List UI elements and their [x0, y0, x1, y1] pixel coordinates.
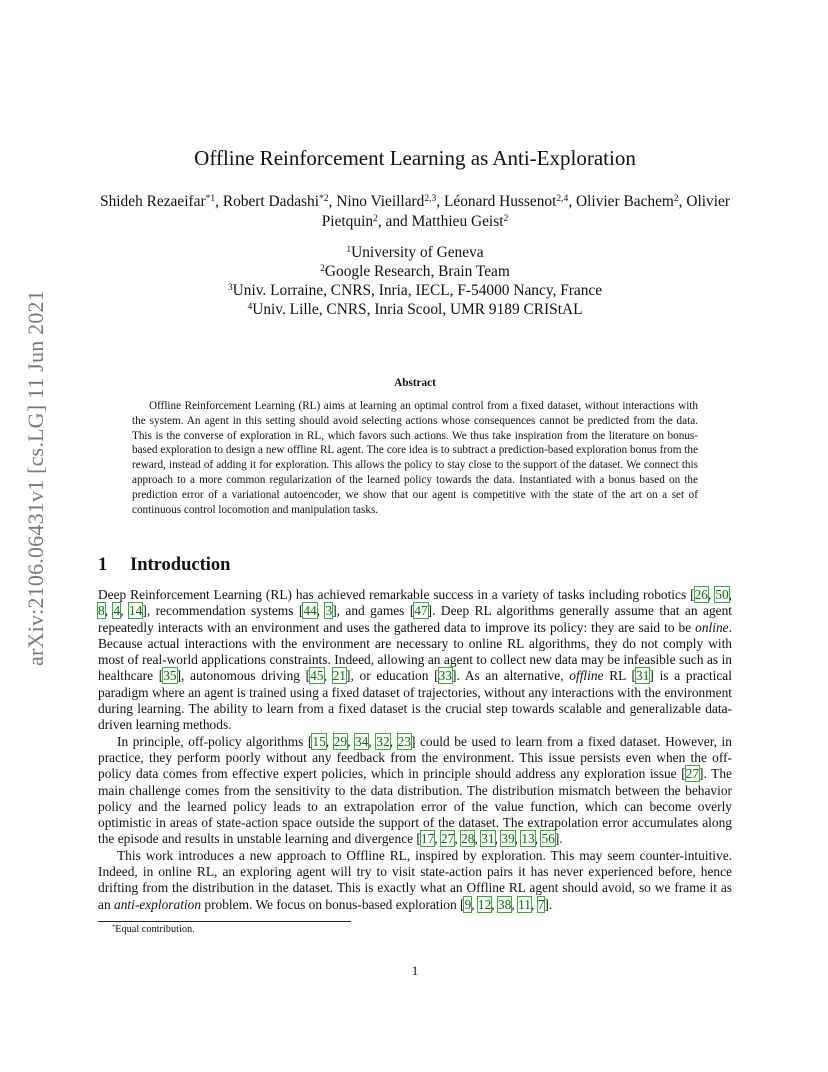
section-heading: [98, 555, 230, 576]
author-name: Léonard Hussenot: [443, 193, 557, 210]
citation-link[interactable]: 44: [303, 603, 317, 619]
affiliation-mark: 4: [247, 300, 253, 312]
citation-link[interactable]: 26: [694, 587, 708, 602]
citation-link[interactable]: 4: [113, 603, 121, 619]
citation-link[interactable]: 14: [128, 603, 143, 619]
author-name: Matthieu Geist: [411, 213, 504, 230]
footnote-marker: *: [112, 923, 116, 931]
citation-link[interactable]: 32: [376, 733, 390, 749]
author-affiliation-mark: 2,4: [556, 192, 569, 204]
citation-link[interactable]: 47: [414, 603, 428, 619]
author-name: Olivier Bachem: [576, 193, 674, 210]
author-affiliation-mark: *1: [205, 192, 216, 204]
author-affiliation-mark: *2: [318, 192, 329, 204]
emphasis: offline: [569, 668, 604, 684]
citation-link[interactable]: 34: [354, 733, 369, 749]
affiliation-list: [100, 243, 730, 319]
paragraph: In principle, off-policy algorithms [15, 29, 34, 32, 23] could be used to learn from a fixed dataset. However, in practice, they perform poorly without any feedback from the environment. This issue persists even when the off-policy data comes from effective expert policies, which in principle should address any exploration issue [27]. The main challenge comes from the sensitivity to the data distribution. The distribution mismatch between the behavior policy and the learned policy leads to an extrapolation error of the value function, which can become overly optimistic in areas of state-action space outside the support of the dataset. The extrapolation error accumulates along the episode and results in unstable learning and divergence [17, 27, 28, 31, 39, 13, 56].: [98, 733, 732, 847]
citation-link[interactable]: 27: [440, 831, 455, 847]
citation-link[interactable]: 13: [521, 831, 535, 847]
citation-link[interactable]: 23: [397, 733, 411, 749]
citation-link[interactable]: 35: [163, 668, 177, 684]
citation-link[interactable]: 56: [541, 831, 555, 847]
citation-link[interactable]: 17: [420, 831, 435, 847]
citation-link[interactable]: 7: [537, 896, 545, 912]
citation-link[interactable]: 50: [715, 587, 729, 602]
footnote: [98, 924, 195, 935]
body-text: [98, 587, 732, 913]
arxiv-identifier: arXiv:2106.06431v1 [cs.LG] 11 Jun 2021: [23, 290, 48, 666]
citation-link[interactable]: 31: [636, 668, 650, 684]
page-number: 1: [411, 963, 419, 978]
author-affiliation-mark: 2: [373, 212, 378, 224]
section-number: 1: [98, 555, 108, 575]
citation-link[interactable]: 15: [312, 733, 326, 749]
affiliation-text: Univ. Lorraine, CNRS, Inria, IECL, F-54000 Nancy, France: [232, 282, 603, 299]
affiliation-text: University of Geneva: [351, 244, 484, 261]
citation-link[interactable]: 45: [310, 668, 324, 684]
citation-link[interactable]: 9: [464, 896, 472, 912]
paragraph: Deep Reinforcement Learning (RL) has achieved remarkable success in a variety of tasks including robotics [26, 50, 8, 4, 14], recommendation systems [44, 3], and games [47]. Deep RL algorithms generally assume that an agent repeatedly interacts with an environment and uses the gathered data to improve its policy: they are said to be online. Because actual interactions with the environment are necessary to online RL algorithms, they do not comply with most of real-world applications constraints. Indeed, allowing an agent to collect new data may be infeasible such as in healthcare [35], autonomous driving [45, 21], or education [33]. As an alternative, offline RL [31] is a practical paradigm where an agent is trained using a fixed dataset of trajectories, without any interactions with the environment during learning. The ability to learn from a fixed dataset is the crucial step towards scalable and generalizable data-driven learning methods.: [98, 587, 732, 733]
author-affiliation-mark: 2,3: [424, 192, 437, 204]
citation-link[interactable]: 31: [481, 831, 495, 847]
paragraph: This work introduces a new approach to Offline RL, inspired by exploration. This may seem counter-intuitive. Indeed, in online RL, an exploring agent will try to visit state-action pairs it has never experienced before, hence drifting from the distribution in the dataset. This is exactly what an Offline RL agent should avoid, so we frame it as an anti-exploration problem. We focus on bonus-based exploration [9, 12, 38, 11, 7].: [98, 847, 732, 912]
emphasis: online: [695, 619, 729, 635]
citation-link[interactable]: 27: [685, 766, 700, 782]
author-name: Robert Dadashi: [222, 193, 319, 210]
section-title: Introduction: [130, 555, 231, 575]
citation-link[interactable]: 11: [518, 896, 531, 912]
abstract-heading: Abstract: [394, 377, 436, 389]
author-name: Shideh Rezaeifar: [100, 193, 206, 210]
affiliation: [100, 262, 730, 281]
citation-link[interactable]: 28: [461, 831, 475, 847]
author-list: Shideh Rezaeifar$^{*1}$, Robert Dadashi$^{*2}$, Nino Vieillard$^{2,3}$, Léonard Hussenot$^{2,4}$, Olivier Bachem$^2$, Olivier Pietquin$^2$, and Matthieu Geist$^2$: [100, 192, 730, 230]
citation-link[interactable]: 33: [438, 668, 452, 684]
citation-link[interactable]: 3: [325, 603, 333, 619]
citation-link[interactable]: 8: [98, 603, 105, 619]
affiliation: [100, 300, 730, 319]
abstract-text: Offline Reinforcement Learning (RL) aims at learning an optimal control from a fixed dataset, without interactions with the system. An agent in this setting should avoid selecting actions whose consequences cannot be predicted from the data. This is the converse of exploration in RL, which favors such actions. We thus take inspiration from the literature on bonus-based exploration to design a new offline RL agent. The core idea is to subtract a prediction-based exploration bonus from the reward, instead of adding it for exploration. This allows the policy to stay close to the support of the dataset. We connect this approach to a more common regularization of the learned policy towards the data. Instantiated with a bonus based on the prediction error of a variational autoencoder, we show that our agent is competitive with the state of the art on a set of continuous control locomotion and manipulation tasks.: [132, 400, 698, 516]
author-affiliation-mark: 2: [673, 192, 679, 204]
citation-link[interactable]: 12: [477, 896, 492, 912]
emphasis: anti-exploration: [114, 896, 202, 912]
citation-link[interactable]: 29: [333, 733, 348, 749]
citation-link[interactable]: 38: [497, 896, 512, 912]
affiliation-mark: 3: [227, 281, 233, 293]
footnote-rule: [98, 921, 351, 922]
affiliation-mark: 1: [346, 243, 352, 255]
affiliation: [100, 281, 730, 300]
author-name: Olivier Pietquin: [321, 193, 730, 230]
paper-title: Offline Reinforcement Learning as Anti-Exploration: [194, 146, 636, 170]
affiliation: [100, 243, 730, 262]
footnote-text: Equal contribution.: [115, 924, 195, 935]
affiliation-text: Univ. Lille, CNRS, Inria Scool, UMR 9189 CRIStAL: [252, 301, 583, 318]
citation-link[interactable]: 21: [332, 668, 346, 684]
affiliation-text: Google Research, Brain Team: [324, 263, 510, 280]
citation-link[interactable]: 39: [501, 831, 515, 847]
affiliation-mark: 2: [320, 262, 325, 274]
author-name: Nino Vieillard: [336, 193, 425, 210]
author-affiliation-mark: 2: [503, 212, 509, 224]
